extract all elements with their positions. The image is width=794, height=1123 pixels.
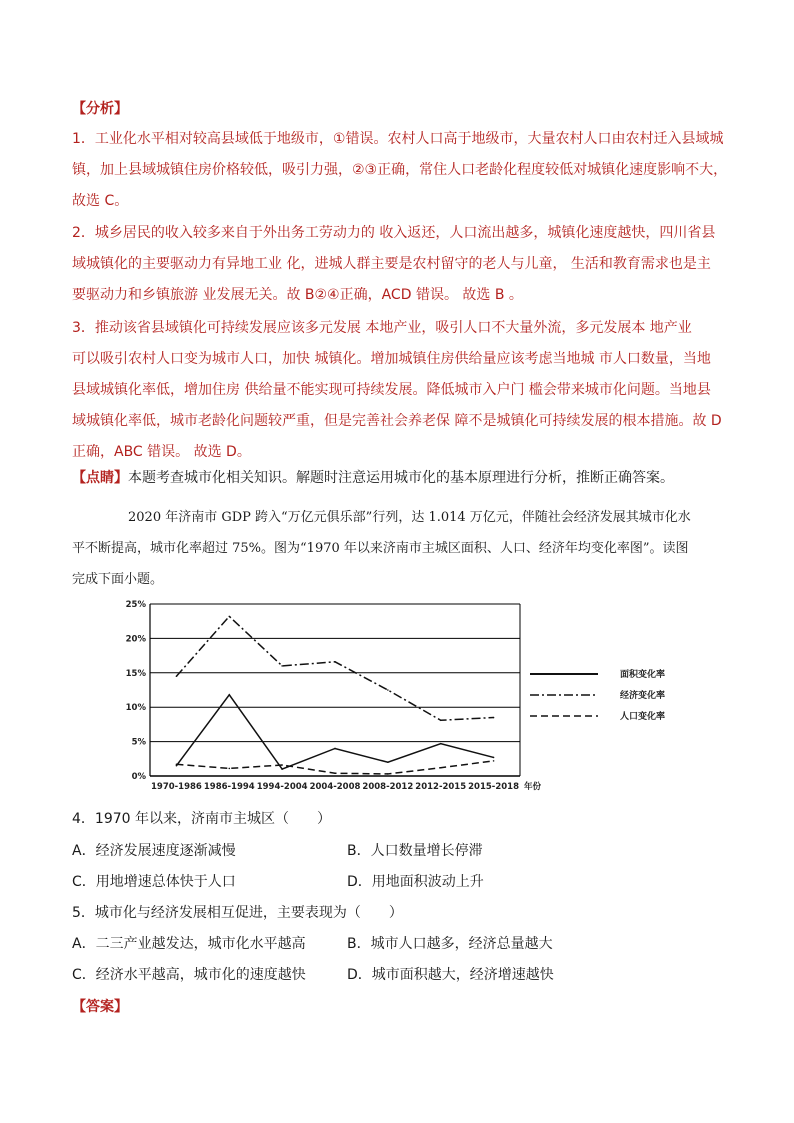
data-point: [440, 719, 442, 721]
x-tick-label: 1970-1986: [151, 782, 202, 792]
y-tick-label: 5%: [131, 737, 146, 748]
series-line-3: [176, 761, 493, 774]
answer-heading: 【答案】: [72, 999, 128, 1015]
q5-option-c: C．经济水平越高，城市化的速度越快: [72, 967, 306, 983]
comment-heading: 【点睛】: [72, 470, 128, 486]
data-point: [387, 761, 389, 763]
text-line: 正确，ABC 错误。 故选 D。: [72, 444, 251, 460]
data-point: [228, 694, 230, 696]
legend-label: 人口变化率: [620, 712, 666, 722]
q5-option-a: A．二三产业越发达，城市化水平越高: [72, 936, 306, 952]
data-point: [281, 764, 283, 766]
text-line: 2020 年济南市 GDP 跨入“万亿元俱乐部”行列，达 1.014 万亿元，伴随社会经济发展其城市化水: [128, 510, 691, 525]
text-line: 镇，加上县域城镇住房价格较低，吸引力强，②③正确，常住人口老龄化程度较低对城镇化速度影响不大，: [72, 162, 728, 178]
data-point: [281, 768, 283, 770]
comment-line: [72, 467, 674, 487]
comment-text: 本题考查城市化相关知识。解题时注意运用城市化的基本原理进行分析，推断正确答案。: [128, 470, 674, 486]
data-point: [440, 743, 442, 745]
analysis-paragraph-1: [72, 124, 732, 217]
data-point: [334, 748, 336, 750]
intro-paragraph: [72, 502, 732, 595]
x-tick-label: 2012-2015: [415, 782, 467, 792]
y-tick-label: 25%: [125, 600, 146, 610]
data-point: [334, 772, 336, 774]
question-5-stem: 5．城市化与经济发展相互促进，主要表现为（ ）: [72, 905, 403, 921]
q4-option-b: B．人口数量增长停滞: [347, 843, 483, 859]
data-point: [228, 616, 230, 618]
x-unit-label: 年份: [524, 782, 542, 792]
q4-option-a: A．经济发展速度逐渐减慢: [72, 843, 236, 859]
text-line: 3．推动该省县域镇化可持续发展应该多元发展 本地产业，吸引人口不大量外流，多元发展本 地产业: [72, 320, 692, 336]
text-line: 域城镇化的主要驱动力有异地工业 化，进城人群主要是农村留守的老人与儿童， 生活和教育需求也是主: [72, 256, 711, 272]
y-tick-label: 10%: [125, 703, 146, 714]
series-line-1: [176, 695, 493, 769]
data-point: [176, 675, 178, 677]
data-point: [493, 757, 495, 759]
text-line: 要驱动力和乡镇旅游 业发展无关。故 B②④正确，ACD 错误。 故选 B 。: [72, 287, 523, 303]
text-line: 可以吸引农村人口变为城市人口，加快 城镇化。增加城镇住房供给量应该考虑当地城 市人口数量，当地: [72, 351, 711, 367]
y-tick-label: 15%: [125, 668, 146, 679]
y-tick-label: 0%: [131, 772, 146, 782]
text-line: 平不断提高，城市化率超过 75%。图为“1970 年以来济南市主城区面积、人口、经济年均变化率图”。读图: [72, 541, 689, 556]
x-tick-label: 2008-2012: [362, 782, 414, 792]
data-point: [334, 661, 336, 663]
x-tick-label: 1994-2004: [256, 782, 308, 792]
data-point: [228, 768, 230, 770]
q4-option-c: C．用地增速总体快于人口: [72, 874, 236, 890]
q5-option-d: D．城市面积越大，经济增速越快: [347, 967, 554, 983]
text-line: 故选 C。: [72, 193, 129, 209]
x-tick-label: 1986-1994: [203, 782, 255, 792]
data-point: [387, 689, 389, 691]
x-tick-label: 2015-2018: [468, 782, 519, 792]
text-line: 县域城镇化率低，增加住房 供给量不能实现可持续发展。降低城市入户门 槛会带来城市化问题。当地县: [72, 382, 711, 398]
data-point: [493, 760, 495, 762]
legend-label: 面积变化率: [620, 670, 666, 680]
text-line: 完成下面小题。: [72, 572, 164, 587]
data-point: [176, 764, 178, 766]
data-point: [440, 767, 442, 769]
x-tick-label: 2004-2008: [309, 782, 361, 792]
text-line: 2．城乡居民的收入较多来自于外出务工劳动力的 收入返还，人口流出越多，城镇化速度越快，四川省县: [72, 225, 716, 241]
analysis-paragraph-2: [72, 218, 732, 311]
line-chart: [100, 596, 690, 800]
text-line: 域城镇化率低，城市老龄化问题较严重，但是完善社会养老保 障不是城镇化可持续发展的根本措施。故 D: [72, 413, 722, 429]
analysis-paragraph-3: [72, 313, 732, 468]
legend-label: 经济变化率: [620, 691, 666, 701]
question-4-stem: 4．1970 年以来，济南市主城区（ ）: [72, 811, 331, 827]
q4-option-d: D．用地面积波动上升: [347, 874, 484, 890]
text-line: 1．工业化水平相对较高县域低于地级市，①错误。农村人口高于地级市，大量农村人口由农村迁入县域城: [72, 131, 724, 147]
data-point: [281, 665, 283, 667]
y-tick-label: 20%: [125, 634, 146, 645]
q5-option-b: B．城市人口越多，经济总量越大: [347, 936, 553, 952]
data-point: [176, 765, 178, 767]
data-point: [387, 773, 389, 775]
analysis-heading: 【分析】: [72, 101, 128, 117]
series-line-2: [176, 616, 493, 720]
data-point: [493, 717, 495, 719]
